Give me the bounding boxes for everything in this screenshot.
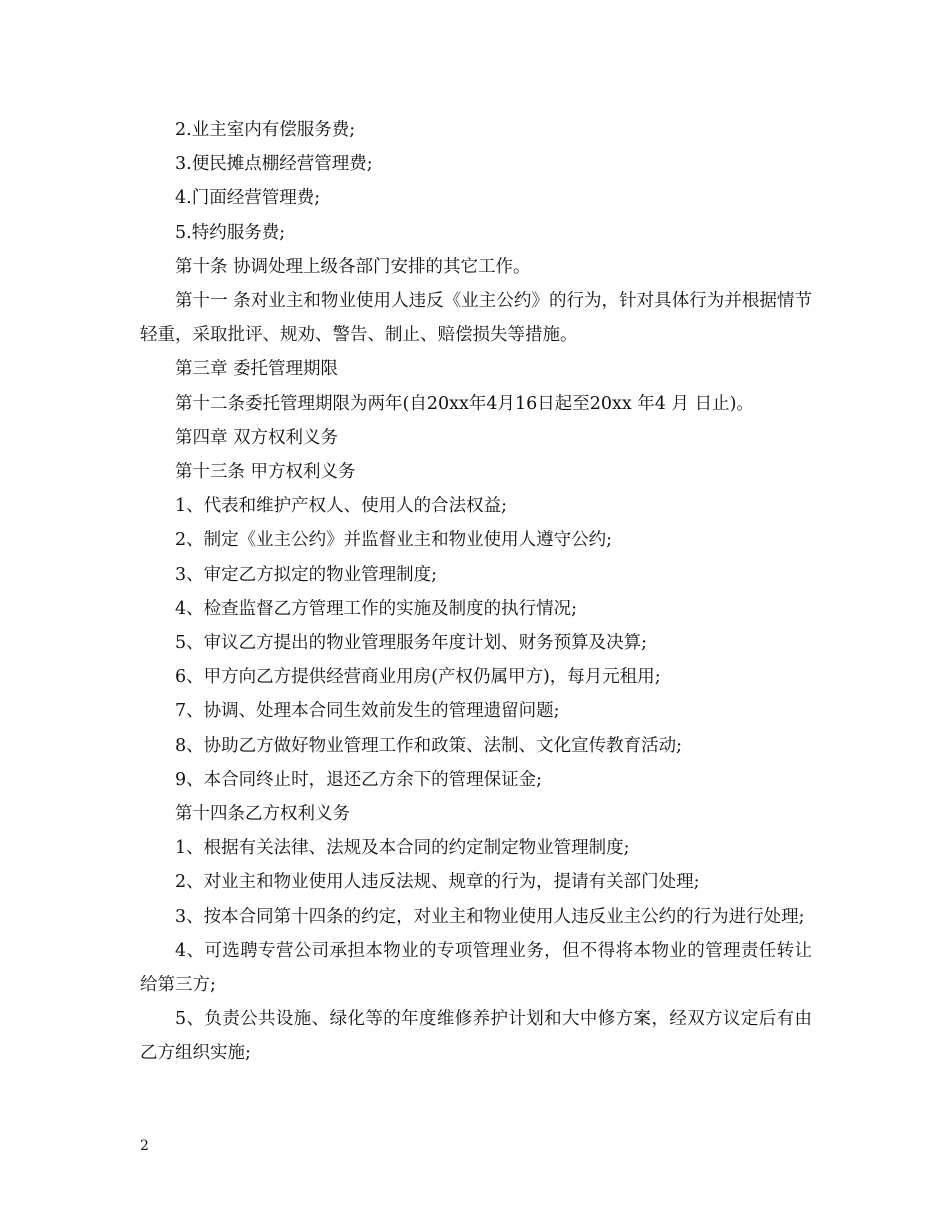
- article-11: 第十一 条对业主和物业使用人违反《业主公约》的行为，针对具体行为并根据情节轻重，采取批评、规劝、警告、制止、赔偿损失等措施。: [140, 291, 812, 346]
- page-number: 2: [140, 1138, 149, 1154]
- party-a-item-6: 6、甲方向乙方提供经营商业用房(产权仍属甲方)，每月元租用;: [175, 667, 661, 688]
- article-14-heading: 第十四条乙方权利义务: [175, 804, 350, 825]
- chapter-3-heading: 第三章 委托管理期限: [175, 359, 339, 380]
- party-a-item-8: 8、协助乙方做好物业管理工作和政策、法制、文化宣传教育活动;: [175, 735, 683, 756]
- party-b-item-4: 4、可选聘专营公司承担本物业的专项管理业务，但不得将本物业的管理责任转让给第三方;: [140, 940, 812, 996]
- party-a-item-7: 7、协调、处理本合同生效前发生的管理遗留问题;: [175, 701, 560, 722]
- party-b-item-5: 5、负责公共设施、绿化等的年度维修养护计划和大中修方案，经双方议定后有由乙方组织实施;: [140, 1009, 812, 1064]
- party-a-item-2: 2、制定《业主公约》并监督业主和物业使用人遵守公约;: [175, 530, 613, 551]
- party-a-item-1: 1、代表和维护产权人、使用人的合法权益;: [175, 496, 508, 517]
- party-a-item-5: 5、审议乙方提出的物业管理服务年度计划、财务预算及决算;: [175, 633, 648, 654]
- document-body: [140, 113, 812, 1071]
- paragraph-fee-stall: 3.便民摊点棚经营管理费;: [175, 154, 373, 175]
- paragraph-fee-special: 5.特约服务费;: [175, 222, 286, 243]
- party-b-item-1: 1、根据有关法律、法规及本合同的约定制定物业管理制度;: [175, 838, 630, 859]
- party-a-item-9: 9、本合同终止时，退还乙方余下的管理保证金;: [175, 769, 543, 790]
- party-b-item-2: 2、对业主和物业使用人违反法规、规章的行为，提请有关部门处理;: [175, 872, 700, 893]
- article-12: 第十二条委托管理期限为两年(自20xx年4月16日起至20xx 年4 月 日止)。: [175, 393, 754, 414]
- article-10: 第十条 协调处理上级各部门安排的其它工作。: [175, 256, 531, 277]
- party-a-item-4: 4、检查监督乙方管理工作的实施及制度的执行情况;: [175, 598, 578, 619]
- article-13-heading: 第十三条 甲方权利义务: [175, 462, 356, 483]
- chapter-4-heading: 第四章 双方权利义务: [175, 427, 339, 448]
- paragraph-fee-indoor: 2.业主室内有偿服务费;: [175, 120, 356, 140]
- party-a-item-3: 3、审定乙方拟定的物业管理制度;: [175, 564, 438, 585]
- party-b-item-3: 3、按本合同第十四条的约定，对业主和物业使用人违反业主公约的行为进行处理;: [175, 906, 805, 927]
- paragraph-fee-storefront: 4.门面经营管理费;: [175, 188, 321, 209]
